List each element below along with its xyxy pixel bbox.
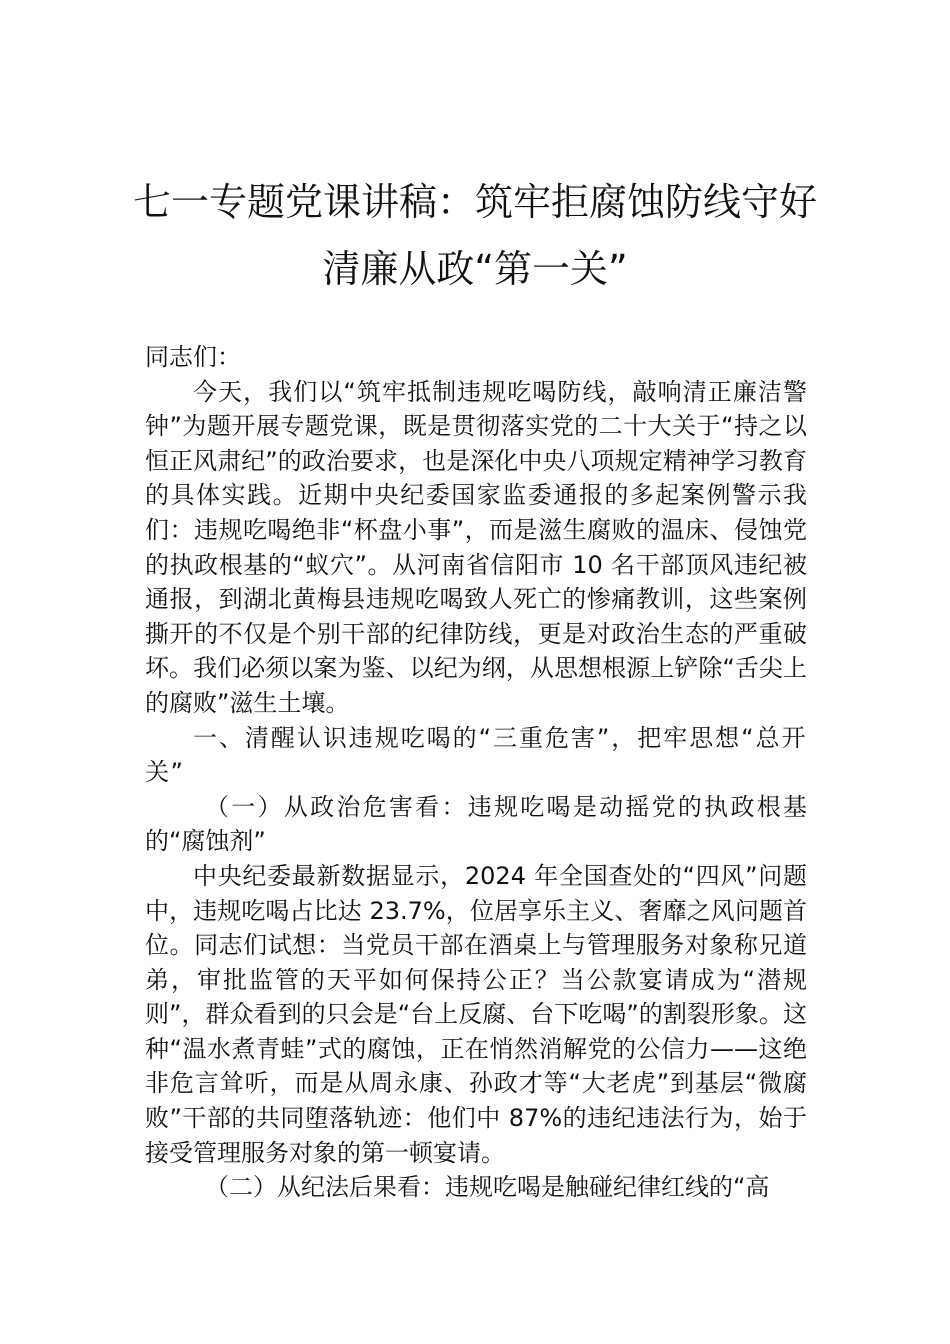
section-heading-1: 一、清醒认识违规吃喝的“三重危害”，把牢思想“总开关” bbox=[145, 723, 807, 787]
document-body bbox=[145, 340, 807, 1205]
document-title-line-2: 清廉从政“第一关” bbox=[322, 247, 628, 291]
document-title-line-1: 七一专题党课讲稿：筑牢拒腐蚀防线守好 bbox=[132, 180, 817, 224]
salutation: 同志们： bbox=[145, 343, 241, 371]
subsection-heading-1: （一）从政治危害看：违规吃喝是动摇党的执政根基的“腐蚀剂” bbox=[145, 792, 807, 856]
subsection-heading-2: （二）从纪法后果看：违规吃喝是触碰纪律红线的“高 bbox=[205, 1173, 770, 1202]
body-paragraph-1: 中央纪委最新数据显示，2024 年全国查处的“四风”问题中，违规吃喝占比达 23.7%，位居享乐主义、奢靡之风问题首位。同志们试想：当党员干部在酒桌上与管理服务对象称兄道弟，审批监管的天平如何保持公正？当公款宴请成为“潜规则”，群众看到的只会是“台上反腐、台下吃喝”的割裂形象。这种“温水煮青蛙”式的腐蚀，正在悄然消解党的公信力——这绝非危言耸听，而是从周永康、孙政才等“大老虎”到基层“微腐败”干部的共同堕落轨迹：他们中 87%的违纪违法行为，始于接受管理服务对象的第一顿宴请。 bbox=[145, 861, 807, 1167]
intro-paragraph: 今天，我们以“筑牢抵制违规吃喝防线，敲响清正廉洁警钟”为题开展专题党课，既是贯彻落实党的二十大关于“持之以恒正风肃纪”的政治要求，也是深化中央八项规定精神学习教育的具体实践。近期中央纪委国家监委通报的多起案例警示我们：违规吃喝绝非“杯盘小事”，而是滋生腐败的温床、侵蚀党的执政根基的“蚁穴”。从河南省信阳市 10 名干部顶风违纪被通报，到湖北黄梅县违规吃喝致人死亡的惨痛教训，这些案例撕开的不仅是个别干部的纪律防线，更是对政治生态的严重破坏。我们必须以案为鉴、以纪为纲，从思想根源上铲除“舌尖上的腐败”滋生土壤。 bbox=[145, 377, 807, 717]
